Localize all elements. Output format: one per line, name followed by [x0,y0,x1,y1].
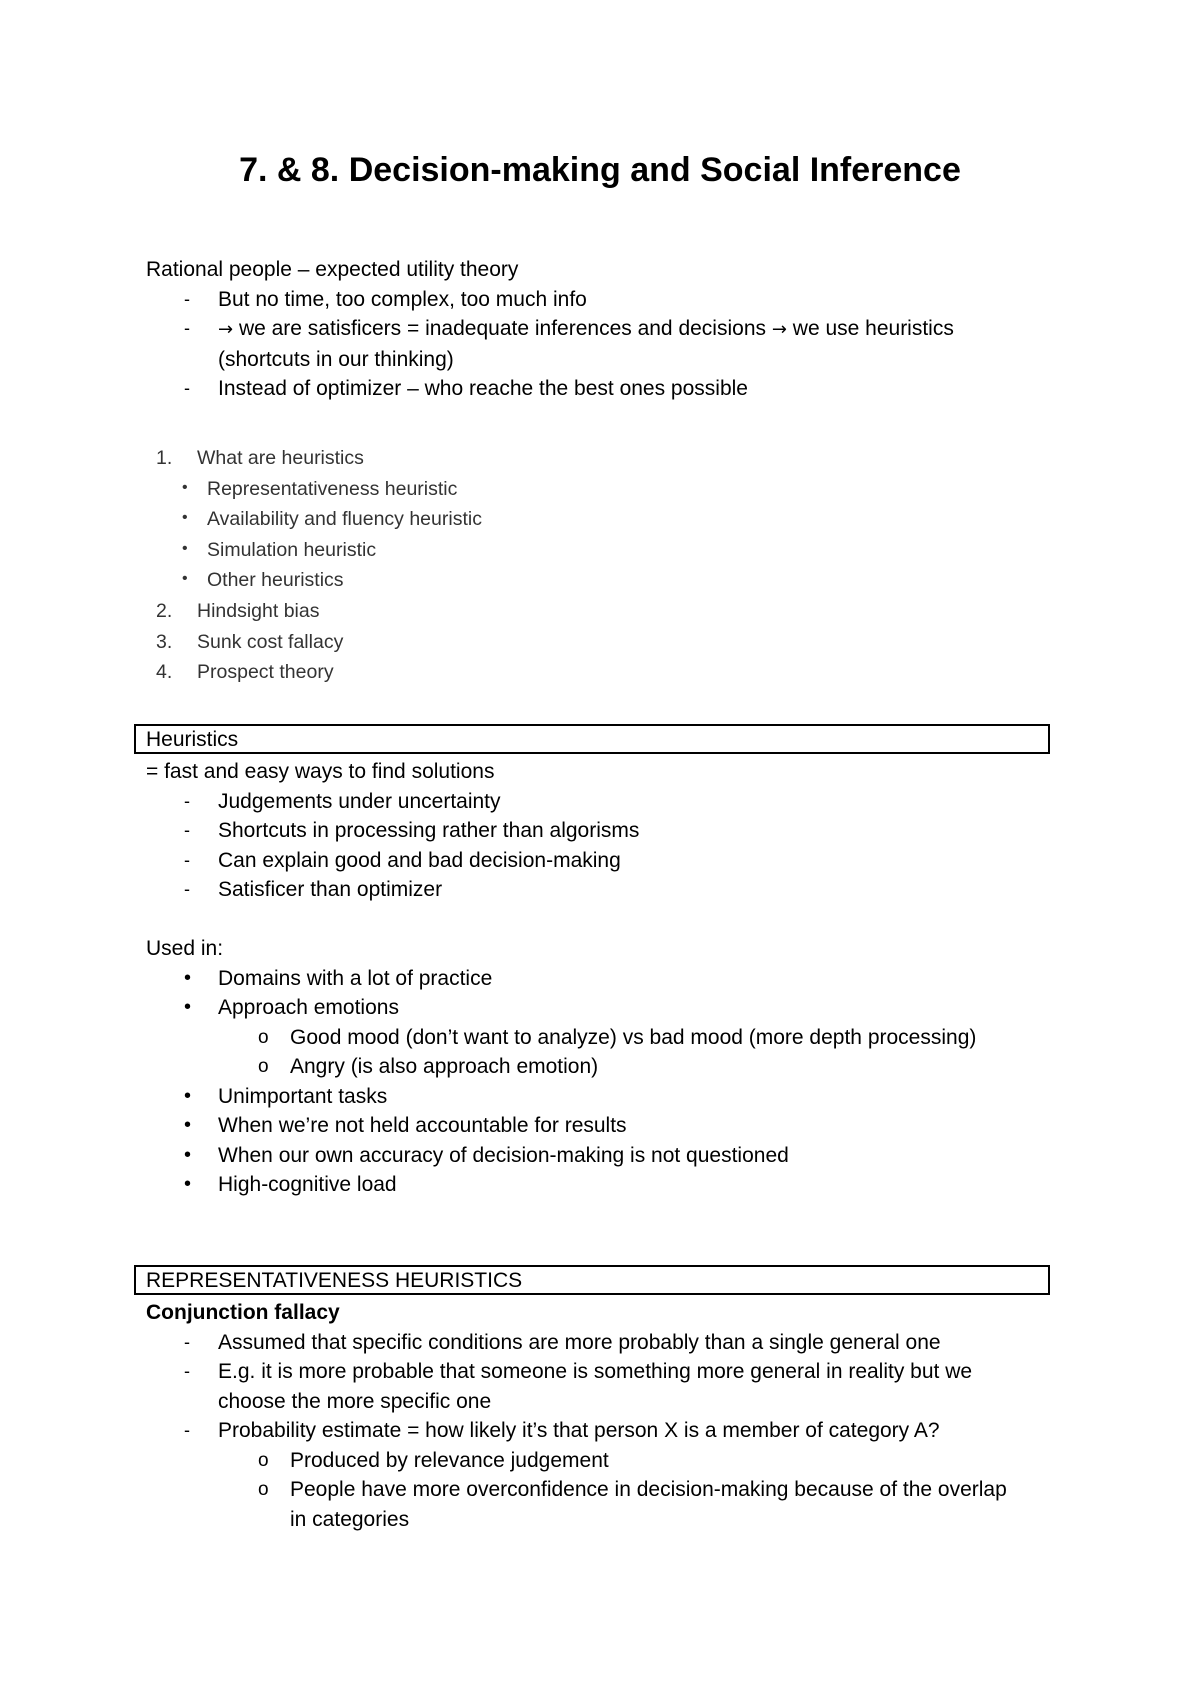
list-item: - Judgements under uncertainty [184,789,501,813]
bullet-item: • High-cognitive load [184,1173,397,1196]
dash-marker: - [184,318,190,338]
toc-subitem: • Availability and fluency heuristic [182,508,482,531]
used-in-label: Used in: [146,937,224,960]
toc-subitem: • Representativeness heuristic [182,477,458,500]
list-item: - E.g. it is more probable that someone is something more general in reality but we [184,1360,973,1383]
list-item: - Assumed that specific conditions are more probably than a single general one [184,1330,941,1354]
list-item: - → we are satisficers = inadequate inferences and decisions → we use heuristics [146,314,1066,345]
list-item: - But no time, too complex, too much info [146,285,1066,315]
sub-bullet-item: o Produced by relevance judgement [258,1448,609,1472]
list-item: - Instead of optimizer – who reache the best ones possible [146,374,1066,404]
intro-section [146,255,1066,404]
section-heading-representativeness: REPRESENTATIVENESS HEURISTICS [134,1265,1050,1295]
bullet-item: • When we’re not held accountable for results [184,1114,627,1137]
list-item: - Satisficer than optimizer [184,878,443,901]
toc-item: 2. Hindsight bias [156,599,320,622]
bullet-item: • When our own accuracy of decision-making is not questioned [184,1143,789,1167]
list-item: - Can explain good and bad decision-making [184,848,621,872]
list-item: - Probability estimate = how likely it’s that person X is a member of category A? [184,1419,940,1442]
toc-subitem: • Simulation heuristic [182,538,377,561]
sub-bullet-item: o Good mood (don’t want to analyze) vs bad mood (more depth processing) [258,1025,977,1049]
section-heading-heuristics: Heuristics [134,724,1050,754]
bullet-item: • Approach emotions [184,996,399,1019]
topics-list [156,443,482,688]
toc-subitem: • Other heuristics [182,569,344,592]
subheading: Conjunction fallacy [146,1301,340,1324]
page-title: 7. & 8. Decision-making and Social Inference [239,151,961,189]
bullet-item: • Unimportant tasks [184,1084,388,1108]
toc-item: 3. Sunk cost fallacy [156,630,344,653]
intro-lead: Rational people – expected utility theory [146,258,519,281]
dash-marker: - [184,288,190,309]
toc-item: 4. Prospect theory [156,661,334,684]
sub-bullet-item: o People have more overconfidence in decision-making because of the overlap [258,1478,1007,1501]
arrow-right-icon: → [218,319,234,340]
arrow-right-icon: → [771,319,787,340]
bullet-item: • Domains with a lot of practice [184,966,493,990]
spacer [146,905,1066,935]
representativeness-section [146,1298,1066,1534]
heuristics-section [146,757,1066,1200]
sub-bullet-item: o Angry (is also approach emotion) [258,1055,599,1078]
toc-item: 1. What are heuristics [156,447,364,469]
dash-marker: - [184,378,190,398]
definition: = fast and easy ways to find solutions [146,760,495,783]
list-item-continuation: in categories [290,1507,410,1531]
list-item-continuation: choose the more specific one [218,1389,492,1413]
list-item: - Shortcuts in processing rather than algorisms [184,819,640,842]
list-item-continuation: (shortcuts in our thinking) [218,347,454,371]
